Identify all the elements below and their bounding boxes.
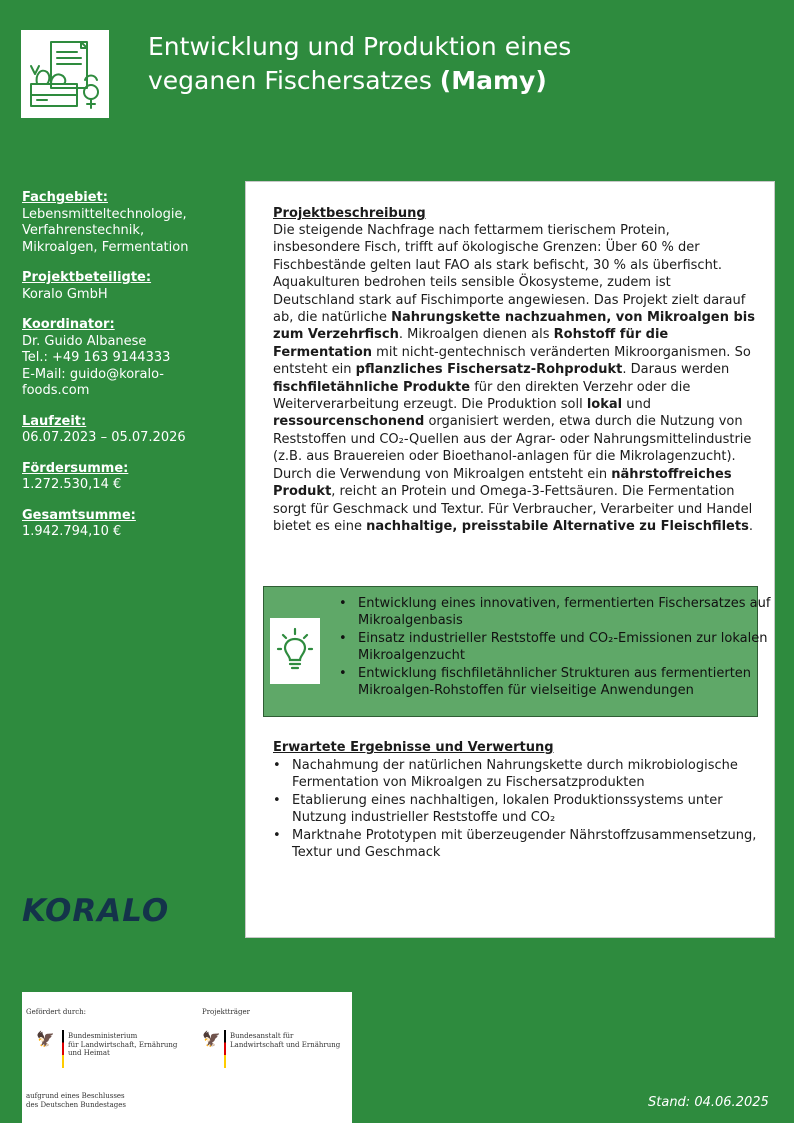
ministry-line: Bundesministerium	[68, 1032, 138, 1040]
description-segment: .	[748, 518, 753, 534]
coordinator-email-cont: foods.com	[22, 383, 90, 398]
funding-amount-block	[22, 461, 222, 494]
highlight-item: • Entwicklung eines innovativen, fermentierten Fischersatzes auf Mikroalgenbasis	[358, 595, 774, 630]
highlight-item: • Entwicklung fischfiletähnlicher Strukturen aus fermentierten Mikroalgen-Rohstoffen für vielseitige Anwendungen	[358, 665, 774, 700]
koralo-logo: KORALO	[22, 893, 170, 929]
agency-line: Landwirtschaft und Ernährung	[230, 1040, 341, 1049]
german-flag-bar	[224, 1030, 226, 1068]
highlights-box	[263, 586, 771, 717]
project-facts-sidebar	[22, 190, 222, 555]
participants-label: Projektbeteiligte:	[22, 270, 152, 285]
decision-line: des Deutschen Bundestages	[26, 1100, 126, 1109]
coordinator-email: E-Mail: guido@koralo-	[22, 366, 164, 382]
federal-eagle-icon: 🦅	[36, 1030, 55, 1048]
page-title	[148, 30, 748, 98]
description-text	[273, 222, 755, 535]
description-segment: . Mikroalgen dienen als	[398, 327, 554, 343]
decision-line: aufgrund eines Beschlusses	[26, 1092, 125, 1100]
field-block	[22, 190, 222, 256]
description-heading: Projektbeschreibung	[273, 206, 426, 221]
participants-block	[22, 270, 222, 303]
total-amount-label: Gesamtsumme:	[22, 507, 136, 523]
description-segment: , reicht an Protein und Omega-3-Fettsäuren. Die Fermentation sorgt für Geschmack und Textur. Für Verbraucher, Verarbeiter und Handel bietet es eine	[273, 484, 753, 534]
total-amount-value: 1.942.794,10 €	[22, 524, 122, 539]
description-segment: Die steigende Nachfrage nach fettarmem tierischem Protein, insbesondere Fisch, trifft auf ökologische Grenzen: Über 60 % der Fischbestände gelten laut FAO als stark befischt, 30 % als überfischt. Aquakulturen bedrohen teils sensible Ökosysteme, zudem ist Deutschland stark auf Fischimporte angewiesen. Das Projekt zielt darauf ab, die natürliche	[273, 223, 746, 326]
duration-block	[22, 414, 222, 447]
description-segment: mit nicht-gentechnisch veränderten Mikroorganismen. So entsteht ein	[273, 344, 751, 378]
stand-date: Stand: 04.06.2025	[648, 1095, 769, 1110]
description-emphasis: lokal	[586, 397, 623, 413]
ministry-name	[68, 1032, 177, 1058]
duration-label: Laufzeit:	[22, 413, 87, 429]
result-item: • Nachahmung der natürlichen Nahrungskette durch mikrobiologische Fermentation von Mikroalgen zu Fischersatzprodukten	[292, 757, 762, 792]
result-item: • Etablierung eines nachhaltigen, lokalen Produktionssystems unter Nutzung industrieller Reststoffe und CO₂	[292, 792, 762, 827]
project-agency-label: Projektträger	[202, 1008, 250, 1016]
german-flag-bar	[62, 1030, 64, 1068]
title-line-1: Entwicklung und Produktion eines	[148, 32, 572, 61]
coordinator-block	[22, 317, 222, 400]
description-emphasis: fischfiletähnliche Produkte	[273, 379, 471, 395]
bundestag-decision-note	[26, 1092, 126, 1109]
description-segment: organisiert werden, etwa durch die Nutzung von Reststoffen und CO₂-Quellen aus der Agrar- oder Nahrungsmittelindustrie (z.B. aus Brauereien oder Bioethanol-anlagen für die Mikrolagenzucht). Durch die Verwendung von Mikroalgen entsteht ein	[273, 414, 752, 482]
description-segment: . Daraus werden	[622, 362, 730, 378]
highlights-list	[336, 595, 774, 699]
description-emphasis: nachhaltige, preisstabile Alternative zu Fleischfilets	[366, 518, 749, 534]
coordinator-label: Koordinator:	[22, 317, 115, 332]
description-emphasis: nährstoffreiches Produkt	[273, 466, 732, 500]
results-list	[273, 757, 762, 861]
description-emphasis: ressourcenschonend	[273, 414, 425, 430]
field-line: Verfahrenstechnik,	[22, 223, 145, 238]
grocery-crate-document-icon	[21, 30, 109, 118]
description-segment: für den direkten Verzehr oder die Weiterverarbeitung erzeugt. Die Produktion soll	[273, 379, 691, 413]
results-heading: Erwartete Ergebnisse und Verwertung	[273, 740, 554, 755]
highlight-item: • Einsatz industrieller Reststoffe und CO₂-Emissionen zur lokalen Mikroalgenzucht	[358, 630, 774, 665]
description-emphasis: Rohstoff für die Fermentation	[273, 327, 669, 360]
description-emphasis: Nahrungskette nachzuahmen, von Mikroalgen bis zum Verzehrfisch	[273, 310, 755, 343]
project-icon-box	[21, 30, 109, 118]
total-amount-block	[22, 508, 222, 541]
title-line-2: veganen Fischersatzes	[148, 66, 440, 95]
field-line: Lebensmitteltechnologie,	[22, 206, 187, 222]
coordinator-phone: Tel.: +49 163 9144333	[22, 350, 171, 365]
ministry-line: und Heimat	[68, 1049, 110, 1057]
duration-value: 06.07.2023 – 05.07.2026	[22, 430, 186, 445]
funding-logos-box	[22, 992, 352, 1123]
description-segment: und	[622, 397, 651, 413]
funded-by-label: Gefördert durch:	[26, 1008, 87, 1016]
field-line: Mikroalgen, Fermentation	[22, 239, 189, 255]
description-card	[245, 181, 775, 938]
lightbulb-icon	[270, 618, 320, 684]
participants-value: Koralo GmbH	[22, 286, 108, 302]
field-label: Fachgebiet:	[22, 190, 108, 205]
coordinator-name: Dr. Guido Albanese	[22, 333, 147, 349]
ministry-line: für Landwirtschaft, Ernährung	[68, 1040, 178, 1049]
agency-line: Bundesanstalt für	[230, 1032, 294, 1040]
funding-amount-value: 1.272.530,14 €	[22, 477, 122, 492]
federal-eagle-icon: 🦅	[202, 1030, 221, 1048]
funding-amount-label: Fördersumme:	[22, 460, 129, 476]
project-acronym: (Mamy)	[439, 66, 547, 95]
description-emphasis: pflanzliches Fischersatz-Rohprodukt	[355, 362, 623, 378]
result-item: • Marktnahe Prototypen mit überzeugender Nährstoffzusammensetzung, Textur und Geschmack	[292, 827, 762, 862]
agency-name	[230, 1032, 340, 1049]
lightbulb-icon-box	[270, 618, 320, 684]
